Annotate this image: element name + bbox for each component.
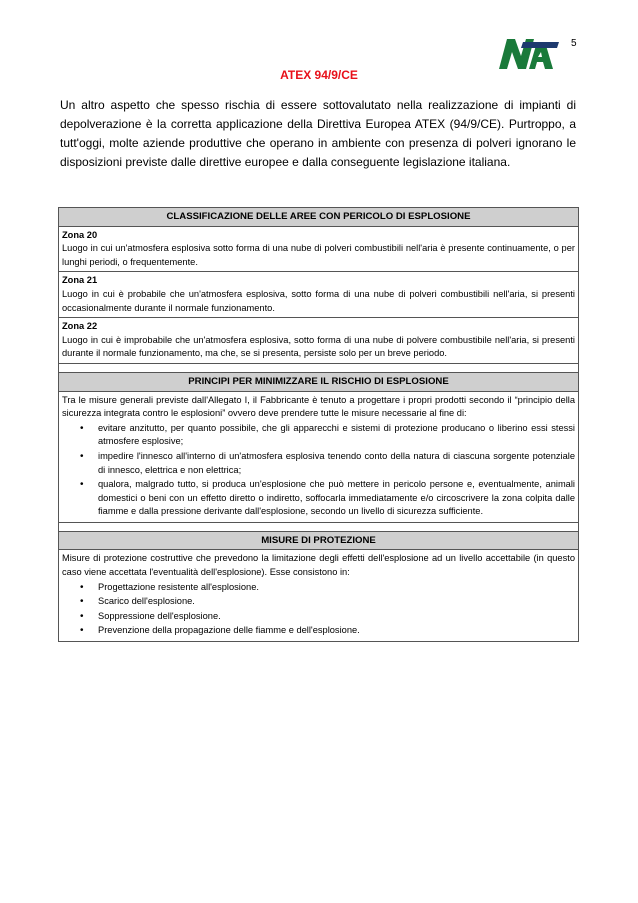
table-spacer	[59, 522, 579, 531]
page-title: ATEX 94/9/CE	[280, 68, 358, 82]
list-item: • impedire l'innesco all'interno di un'atmosfera esplosiva tenendo conto della natura di ciascuna sorgente potenziale di innesco, elettrica e non elettrica;	[80, 450, 575, 477]
protection-cell	[59, 550, 579, 642]
classification-header: CLASSIFICAZIONE DELLE AREE CON PERICOLO DI ESPLOSIONE	[59, 208, 579, 227]
atex-table	[58, 207, 579, 642]
protection-list	[62, 581, 575, 638]
zone-title: Zona 20	[62, 229, 98, 240]
list-item: • evitare anzitutto, per quanto possibile, che gli apparecchi e sistemi di protezione producano o liberino essi stessi atmosfere esplosive;	[80, 422, 575, 449]
zone-row	[59, 272, 579, 318]
principles-cell	[59, 391, 579, 522]
protection-header: MISURE DI PROTEZIONE	[59, 531, 579, 550]
list-item: • qualora, malgrado tutto, si produca un'esplosione che può mettere in pericolo persone e, eventualmente, animali domestici o beni con un effetto diretto o indiretto, soffocarla immediatamente e/o circoscrivere la zona colpita dalle fiamme e dalla pressione derivante dall'esplosione, secondo un livello di sicurezza sufficiente.	[80, 478, 575, 519]
zone-title: Zona 21	[62, 275, 98, 286]
principles-header: PRINCIPI PER MINIMIZZARE IL RISCHIO DI ESPLOSIONE	[59, 372, 579, 391]
table-spacer	[59, 363, 579, 372]
zone-text: Luogo in cui è probabile che un'atmosfera esplosiva, sotto forma di una nube di polveri combustibili nell'aria, si presenti occasionalmente durante il normale funzionamento.	[62, 288, 575, 313]
zone-row	[59, 318, 579, 364]
page-number: 5	[571, 38, 577, 49]
list-item: • Prevenzione della propagazione delle fiamme e dell'esplosione.	[80, 624, 575, 638]
zone-title: Zona 22	[62, 321, 98, 332]
principles-intro: Tra le misure generali previste dall'Allegato I, il Fabbricante è tenuto a progettare i propri prodotti secondo il “principio della sicurezza integrata contro le esplosioni” ovvero deve prendere tutte le misure necessarie al fine di:	[62, 394, 575, 419]
list-item: • Soppressione dell'esplosione.	[80, 610, 575, 624]
principles-list	[62, 422, 575, 519]
intro-paragraph: Un altro aspetto che spesso rischia di essere sottovalutato nella realizzazione di impianti di depolverazione è la corretta applicazione della Direttiva Europea ATEX (94/9/CE). Purtroppo, a tutt'oggi, molte aziende produttive che operano in ambiente con presenza di polveri ignorano le disposizioni previste dalle direttive europee e dalla conseguente legislazione italiana.	[60, 98, 576, 169]
zone-text: Luogo in cui è improbabile che un'atmosfera esplosiva, sotto forma di una nube di polvere combustibile nell'aria, si presenti durante il normale funzionamento, ma che, se si presenta, persiste solo per un breve periodo.	[62, 334, 575, 359]
zone-text: Luogo in cui un'atmosfera esplosiva sotto forma di una nube di polveri combustibili nell'aria è presente continuamente, o per lunghi periodi, o frequentemente.	[62, 243, 575, 267]
list-item: • Scarico dell'esplosione.	[80, 595, 575, 609]
protection-intro: Misure di protezione costruttive che prevedono la limitazione degli effetti dell'esplosione ad un livello accettabile (in questo caso viene accettata l'eventualità dell'esplosione). Esse consistono in:	[62, 553, 575, 578]
company-logo	[499, 36, 559, 70]
list-item: • Progettazione resistente all'esplosione.	[80, 581, 575, 595]
zone-row	[59, 226, 579, 272]
